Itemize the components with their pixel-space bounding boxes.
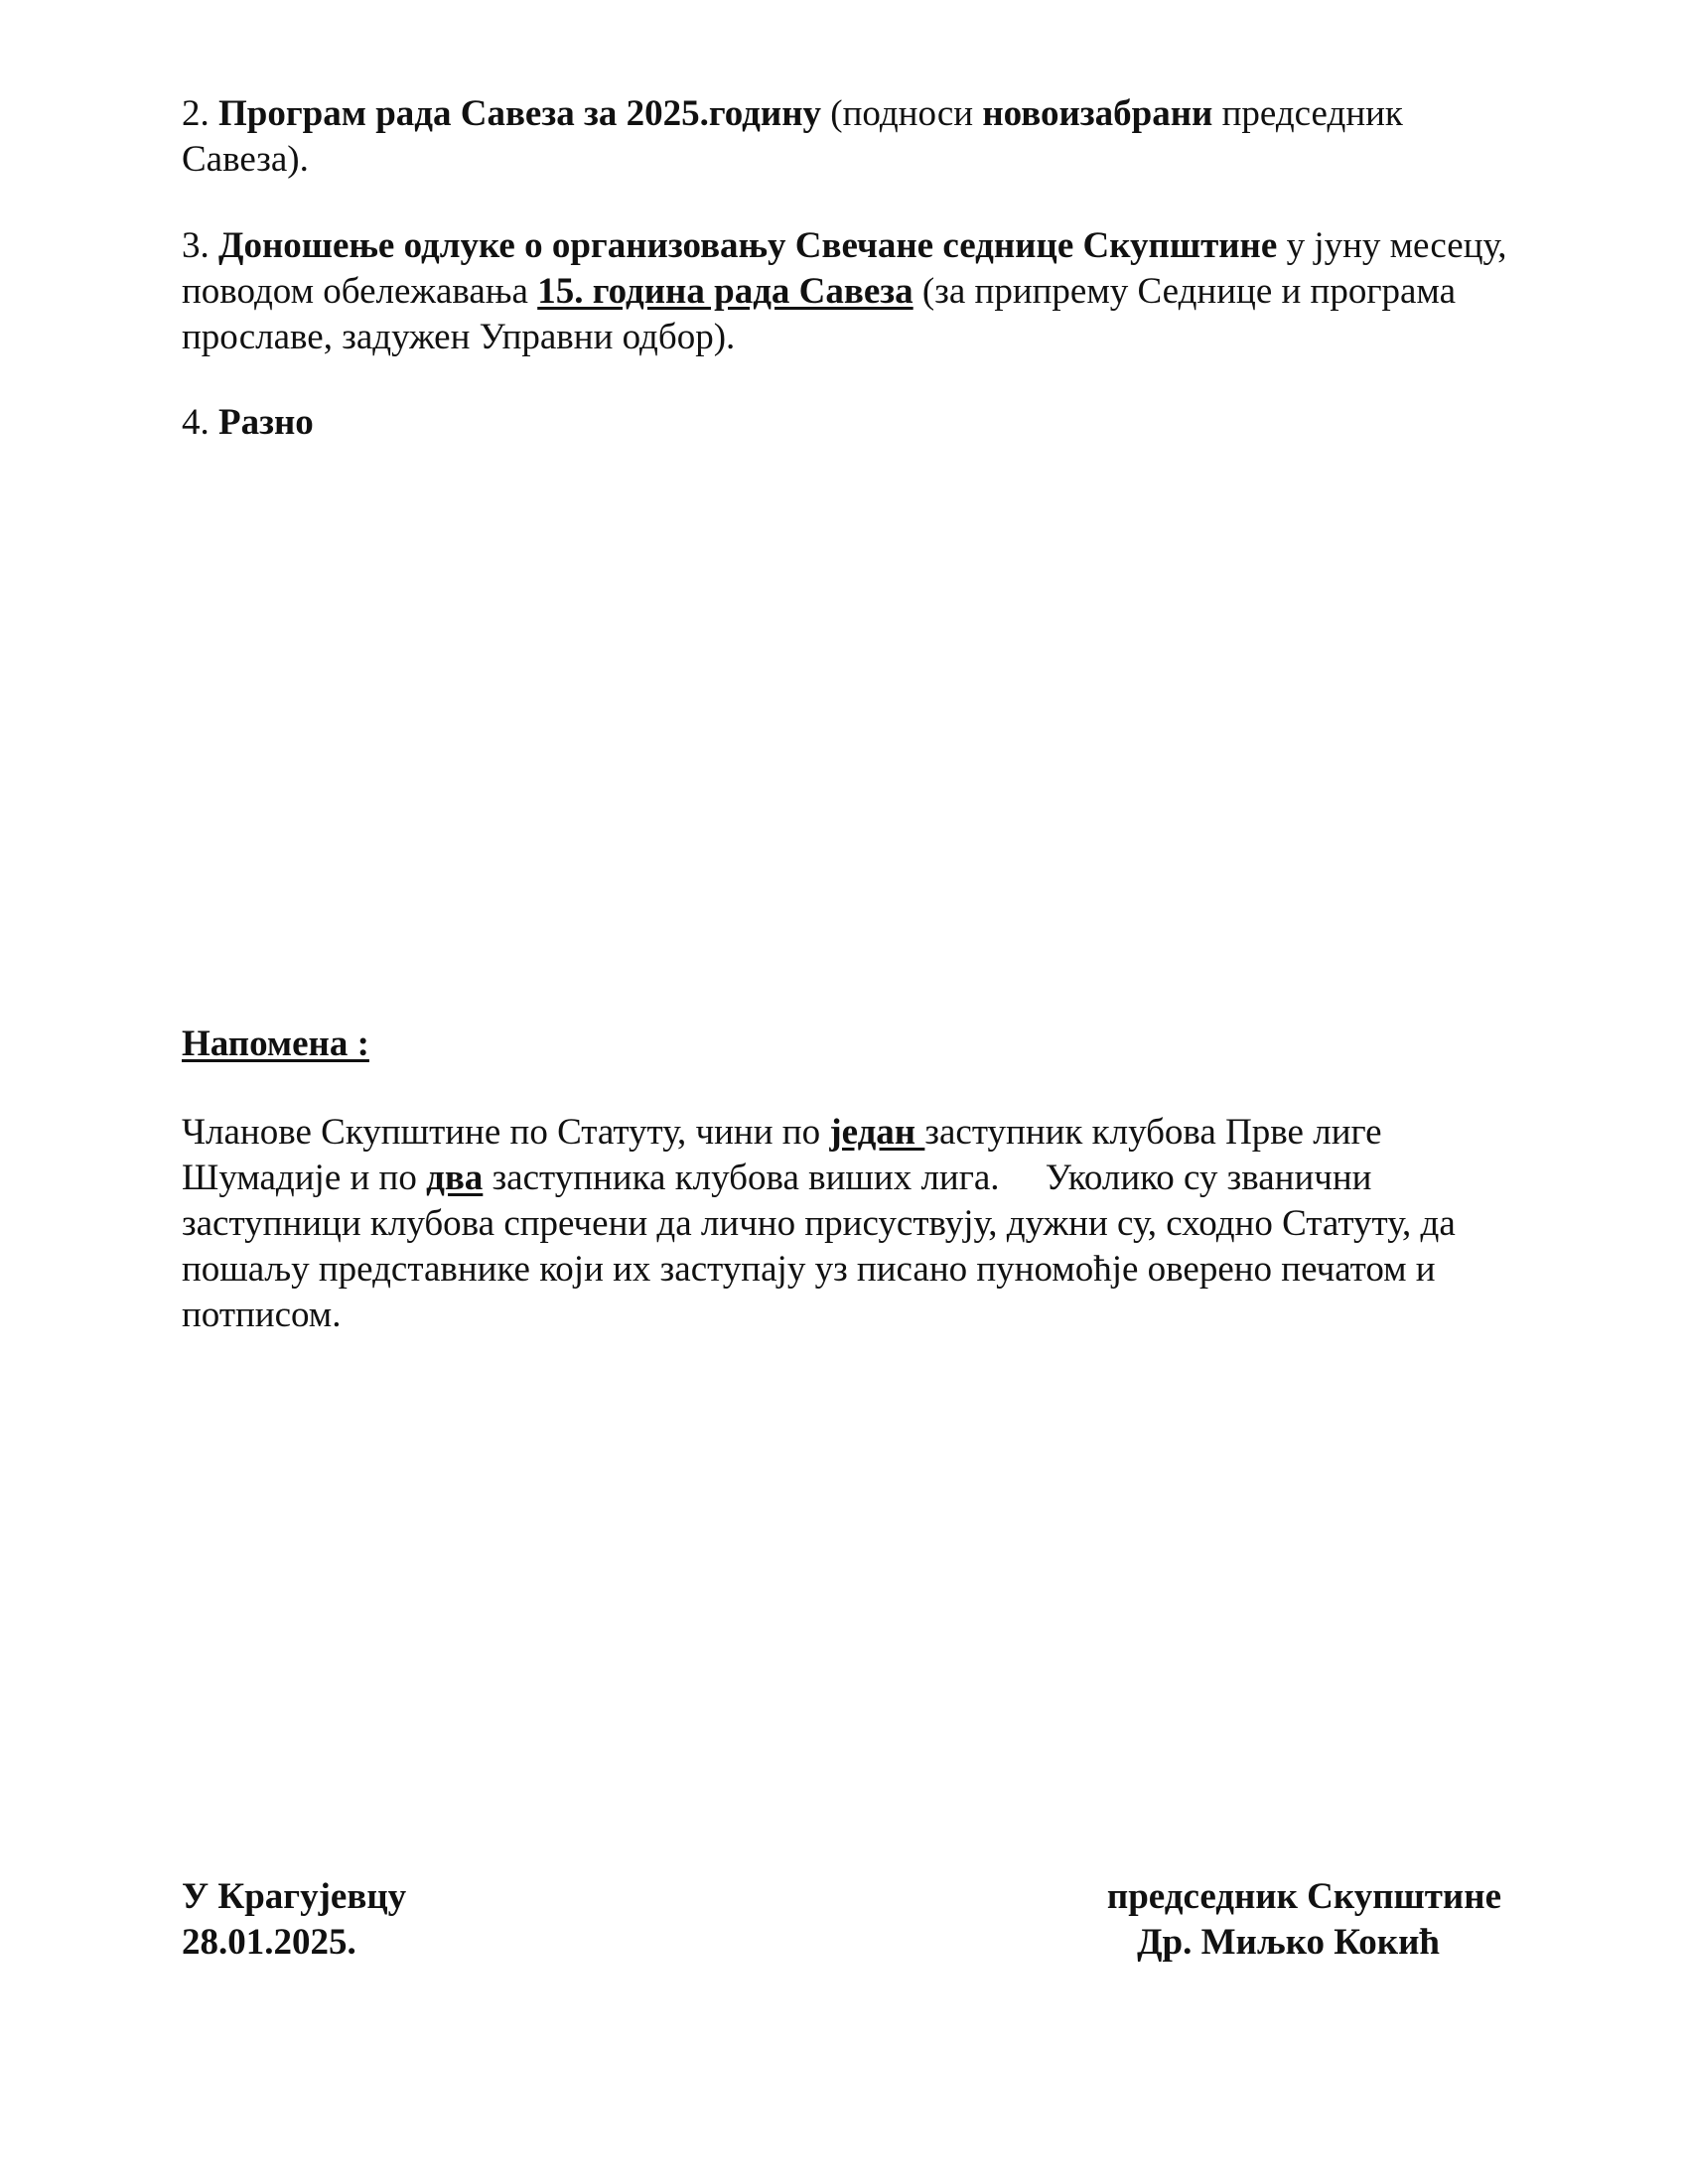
note-text-b: заступник клубова Прве лиге Шумадије и по (182, 1112, 1382, 1198)
signature-date: 28.01.2025. (182, 1922, 356, 1963)
signature-role: председник Скупштине (1106, 1876, 1501, 1917)
item-4-number: 4. (182, 402, 210, 443)
item-2-bold-word: новоизабрани (982, 93, 1213, 134)
note-heading (182, 1022, 1512, 1067)
agenda-item-3 (182, 223, 1512, 360)
item-2-text-a: (подноси (821, 93, 983, 134)
note-bold-2: два (426, 1158, 484, 1198)
item-3-anniversary: 15. година рада Савеза (537, 271, 914, 312)
note-heading-text: Напомена : (182, 1024, 369, 1064)
note-body (182, 1110, 1517, 1338)
signature-signer (1084, 1874, 1501, 1966)
item-2-title: Програм рада Савеза за 2025.годину (218, 93, 822, 134)
signature-name: Др. Миљко Кокић (1137, 1922, 1440, 1963)
item-3-text-a: у јуну месецу, поводом обележавања (182, 225, 1507, 312)
item-3-title: Доношење одлуке о организовању Свечане седнице Скупштине (218, 225, 1278, 266)
agenda-item-2 (182, 91, 1512, 183)
item-3-text-b: (за припрему Седнице и програма прославе, задужен Управни одбор). (182, 271, 1457, 357)
item-4-title: Разно (218, 402, 314, 443)
item-2-number: 2. (182, 93, 210, 134)
agenda-item-4 (182, 400, 1512, 446)
item-2-text-b: председник Савеза). (182, 93, 1403, 180)
note-text-c: заступника клубова виших лига. Уколико су званични заступници клубова спречени да лично присуствују, дужни су, сходно Статуту, да пошаљу представнике који их заступају уз писано пуномоћје оверено печатом и потписом. (182, 1158, 1466, 1335)
note-text-a: Чланове Скупштине по Статуту, чини по (182, 1112, 830, 1153)
note-bold-1: један (829, 1112, 925, 1153)
signature-place: У Крагујевцу (182, 1876, 407, 1917)
item-3-number: 3. (182, 225, 210, 266)
signature-place-date (182, 1874, 406, 1966)
